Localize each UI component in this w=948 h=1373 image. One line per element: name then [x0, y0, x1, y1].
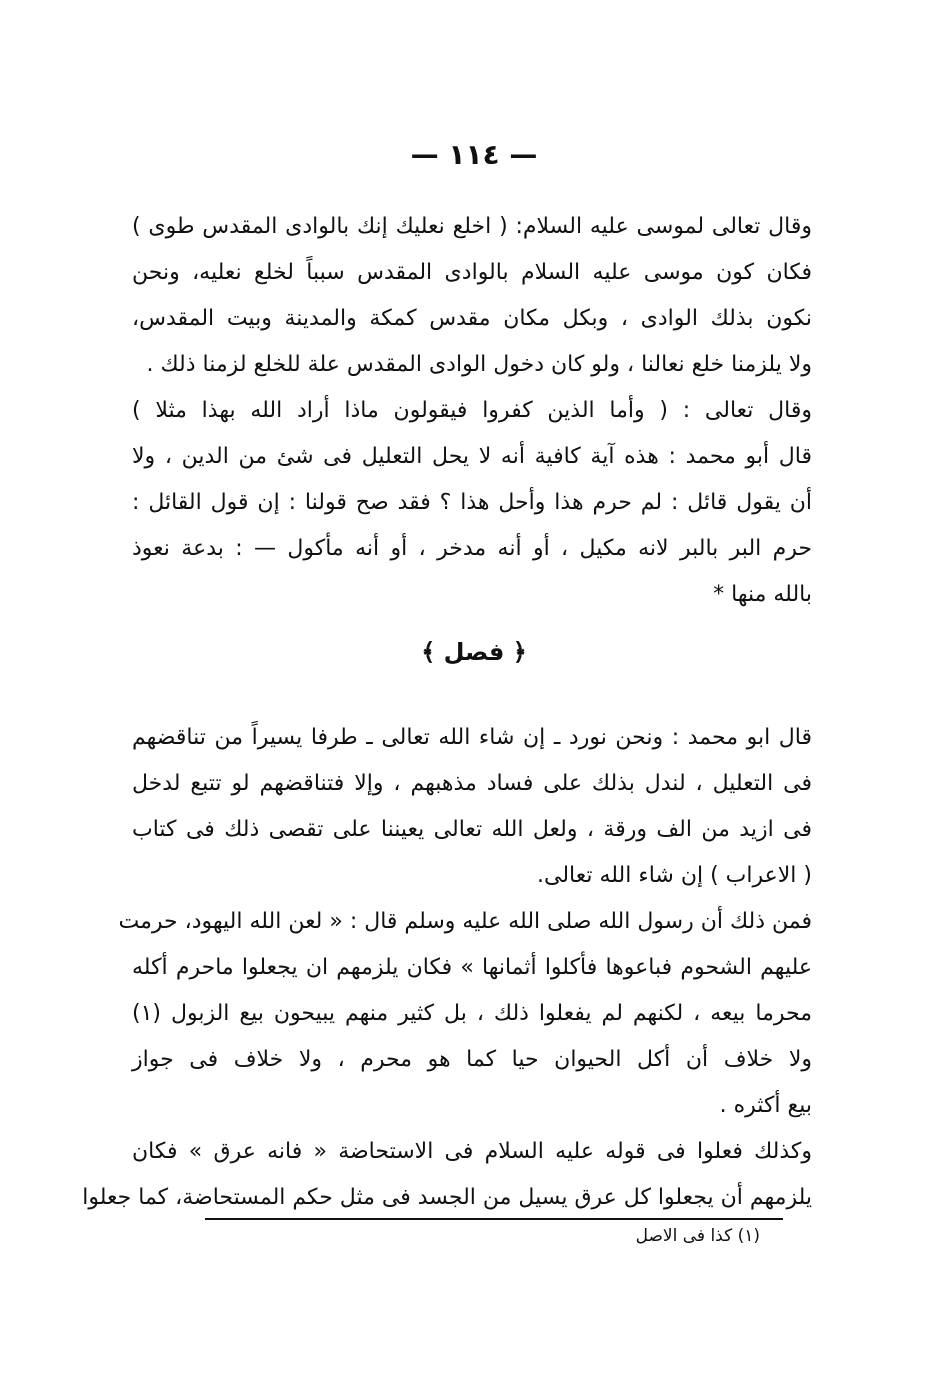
text-line: حرم البر بالبر لانه مكيل ، أو أنه مدخر ، أو أنه مأكول — : بدعة نعوذ	[132, 536, 812, 561]
bottom-text-block	[82, 715, 812, 1221]
text-line: وقال تعالى لموسى عليه السلام: ( اخلع نعليك إنك بالوادى المقدس طوى )	[132, 214, 812, 239]
page-number: — ١١٤ —	[410, 138, 538, 171]
text-line: ولا خلاف أن أكل الحيوان حيا كما هو محرم ، ولا خلاف فى جواز	[132, 1047, 812, 1072]
text-line: بيع أكثره .	[719, 1093, 812, 1118]
section-heading: ﴿ فصل ﴾	[421, 638, 527, 666]
footnote: (١) كذا فى الاصل	[635, 1226, 760, 1246]
text-line: وكذلك فعلوا فى قوله عليه السلام فى الاستحاضة « فانه عرق » فكان	[132, 1139, 812, 1164]
text-line: قال ابو محمد : ونحن نورد ـ إن شاء الله تعالى ـ طرفا يسيراً من تناقضهم	[132, 725, 812, 750]
text-line: فى ازيد من الف ورقة ، ولعل الله تعالى يعيننا على تقصى ذلك فى كتاب	[132, 817, 812, 842]
top-text-block	[132, 204, 812, 618]
text-line: ( الاعراب ) إن شاء الله تعالى.	[537, 863, 812, 888]
text-line: ولا يلزمنا خلع نعالنا ، ولو كان دخول الوادى المقدس علة للخلع لزمنا ذلك .	[146, 352, 812, 377]
text-line: يلزمهم أن يجعلوا كل عرق يسيل من الجسد فى مثل حكم المستحاضة، كما جعلوا	[82, 1185, 812, 1210]
text-line: قال أبو محمد : هذه آية كافية أنه لا يحل التعليل فى شئ من الدين ، ولا	[132, 444, 812, 469]
text-line: عليهم الشحوم فباعوها فأكلوا أثمانها » فكان يلزمهم ان يجعلوا ماحرم أكله	[132, 955, 812, 980]
text-line: أن يقول قائل : لم حرم هذا وأحل هذا ؟ فقد صح قولنا : إن قول القائل :	[132, 490, 812, 515]
text-line: فكان كون موسى عليه السلام بالوادى المقدس سبباً لخلع نعليه، ونحن	[132, 260, 812, 285]
text-line: بالله منها *	[713, 582, 812, 607]
footnote-divider	[205, 1218, 783, 1220]
text-line: نكون بذلك الوادى ، وبكل مكان مقدس كمكة والمدينة وبيت المقدس،	[132, 306, 812, 331]
text-line: فمن ذلك أن رسول الله صلى الله عليه وسلم قال : « لعن الله اليهود، حرمت	[118, 909, 812, 934]
text-line: محرما بيعه ، لكنهم لم يفعلوا ذلك ، بل كثير منهم يبيحون بيع الزبول (١)	[132, 1001, 812, 1026]
text-line: وقال تعالى : ( وأما الذين كفروا فيقولون ماذا أراد الله بهذا مثلا )	[132, 398, 812, 423]
text-line: فى التعليل ، لندل بذلك على فساد مذهبهم ، وإلا فتناقضهم لو تتبع لدخل	[132, 771, 812, 796]
